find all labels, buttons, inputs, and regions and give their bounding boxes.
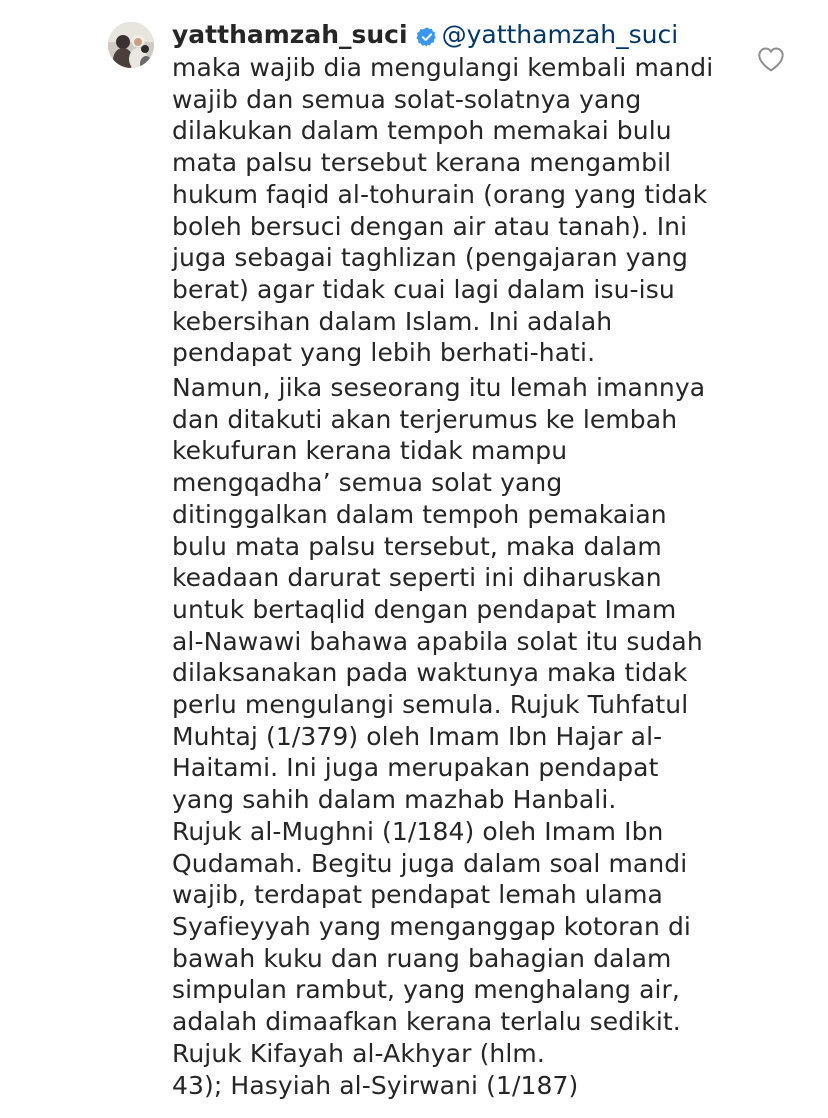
like-button[interactable] bbox=[757, 46, 787, 74]
comment-body bbox=[172, 18, 732, 1101]
comment-paragraph-1: maka wajib dia mengulangi kembali mandi wajib dan semua solat-solatnya yang dilakukan dalam tempoh memakai bulu mata palsu tersebut kerana mengambil hukum faqid al-tohurain (orang yang tidak boleh bersuci dengan air atau tanah). Ini juga sebagai taghlizan (pengajaran yang berat) agar tidak cuai lagi dalam isu-isu kebersihan dalam Islam. Ini adalah pendapat yang lebih berhati-hati. bbox=[172, 53, 714, 368]
avatar-photo bbox=[108, 22, 154, 68]
mention-link[interactable]: @yatthamzah_suci bbox=[441, 20, 679, 49]
comment-header bbox=[172, 18, 732, 52]
heart-outline-icon bbox=[757, 57, 785, 76]
verified-badge-icon bbox=[416, 24, 438, 46]
username-link[interactable]: yatthamzah_suci bbox=[172, 20, 408, 49]
comment-paragraph-2: Namun, jika seseorang itu lemah imannya dan ditakuti akan terjerumus ke lembah kekufuran kerana tidak mampu mengqadha’ semua solat yang ditinggalkan dalam tempoh pemakaian bulu mata palsu tersebut, maka dalam keadaan darurat seperti ini diharuskan untuk bertaqlid dengan pendapat Imam al-Nawawi bahawa apabila solat itu sudah dilaksanakan pada waktunya maka tidak perlu mengulangi semula. Rujuk Tuhfatul Muhtaj (1/379) oleh Imam Ibn Hajar al- Haitami. Ini juga merupakan pendapat yang sahih dalam mazhab Hanbali. Rujuk al-Mughni (1/184) oleh Imam Ibn Qudamah. Begitu juga dalam soal mandi wajib, terdapat pendapat lemah ulama Syafieyyah yang menganggap kotoran di bawah kuku dan ruang bahagian dalam simpulan rambut, yang menghalang air, adalah dimaafkan kerana terlalu sedikit. Rujuk Kifayah al-Akhyar (hlm. 43); Hasyiah al-Syirwani (1/187) bbox=[172, 373, 706, 1100]
avatar[interactable] bbox=[108, 22, 154, 68]
